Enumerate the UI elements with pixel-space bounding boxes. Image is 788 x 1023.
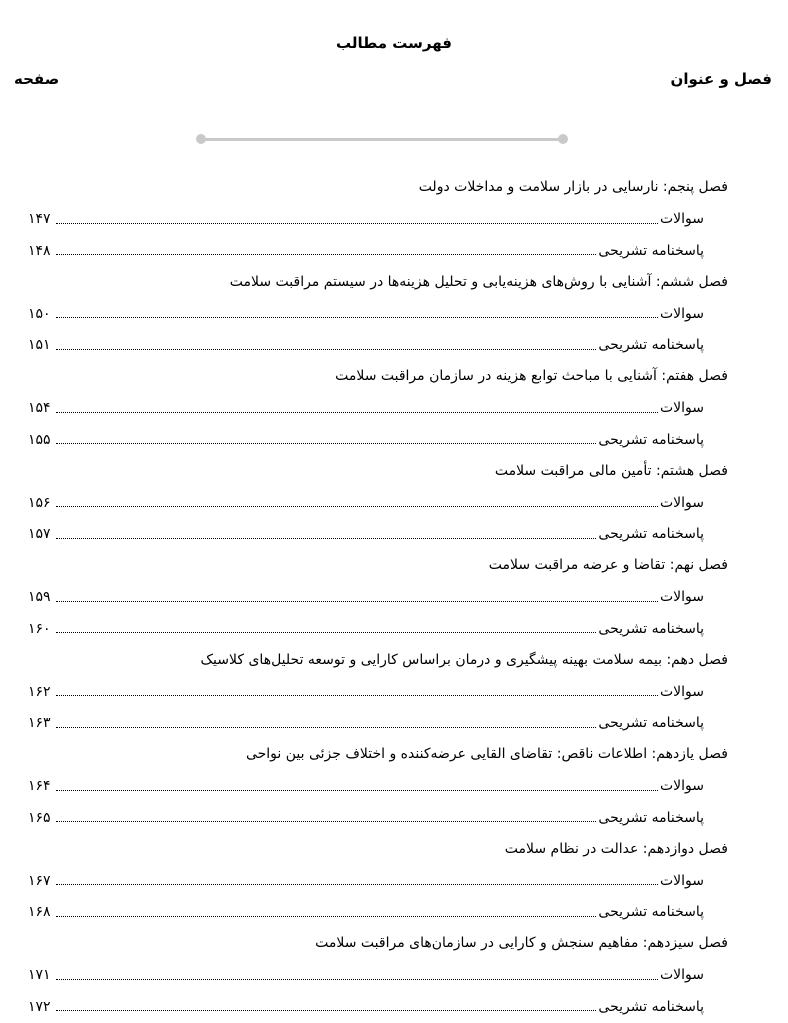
toc-entry-answers[interactable]	[0, 802, 788, 834]
dot-leader	[56, 412, 658, 413]
toc-chapter	[0, 361, 788, 456]
entry-label: پاسخنامه تشریحی	[598, 904, 704, 921]
toc-entry-questions[interactable]	[0, 676, 788, 708]
page-number: ۱۶۲	[28, 683, 51, 700]
dot-leader	[56, 538, 596, 539]
entry-label: پاسخنامه تشریحی	[598, 526, 704, 543]
toc-entry-answers[interactable]	[0, 897, 788, 929]
header-divider	[196, 134, 568, 144]
entry-label: پاسخنامه تشریحی	[598, 337, 704, 354]
chapter-title[interactable]: فصل دهم: بیمه سلامت بهینه پیشگیری و درمان براساس کارایی و توسعه تحلیل‌های کلاسیک	[200, 651, 728, 668]
toc-entry-questions[interactable]	[0, 960, 788, 992]
page-number: ۱۷۱	[28, 967, 51, 984]
chapter-title[interactable]: فصل دوازدهم: عدالت در نظام سلامت	[504, 840, 728, 857]
page-number: ۱۷۲	[28, 998, 51, 1015]
dot-leader	[56, 727, 596, 728]
toc-entry-questions[interactable]	[0, 865, 788, 897]
page-number: ۱۵۴	[28, 400, 51, 417]
dot-leader	[56, 317, 658, 318]
dot-leader	[56, 884, 658, 885]
page-number: ۱۶۰	[28, 620, 51, 637]
chapter-title[interactable]: فصل ششم: آشنایی با روش‌های هزینه‌یابی و تحلیل هزینه‌ها در سیستم مراقبت سلامت	[229, 273, 728, 290]
entry-label: سوالات	[659, 872, 704, 889]
toc-entry-answers[interactable]	[0, 424, 788, 456]
toc-chapter	[0, 550, 788, 645]
toc-chapter	[0, 645, 788, 740]
entry-label: سوالات	[659, 683, 704, 700]
toc-chapter	[0, 267, 788, 362]
page-number: ۱۵۷	[28, 526, 51, 543]
toc-entry-answers[interactable]	[0, 519, 788, 551]
toc-entry-questions[interactable]	[0, 582, 788, 614]
entry-label: پاسخنامه تشریحی	[598, 242, 704, 259]
toc-entry-answers[interactable]	[0, 708, 788, 740]
divider-bar	[200, 138, 564, 141]
toc-entry-questions[interactable]	[0, 298, 788, 330]
chapter-title[interactable]: فصل هفتم: آشنایی با مباحث توابع هزینه در سازمان مراقبت سلامت	[335, 368, 728, 384]
dot-leader	[56, 632, 596, 633]
toc-entry-answers[interactable]	[0, 991, 788, 1023]
page-number: ۱۵۵	[28, 431, 51, 448]
chapter-title[interactable]: فصل یازدهم: اطلاعات ناقص: تقاضای القایی عرضه‌کننده و اختلاف جزئی بین نواحی	[245, 746, 728, 762]
chapter-title[interactable]: فصل نهم: تقاضا و عرضه مراقبت سلامت	[488, 557, 728, 573]
toc-chapter	[0, 928, 788, 1023]
entry-label: سوالات	[659, 589, 704, 606]
dot-leader	[56, 506, 658, 507]
dot-leader	[56, 1010, 596, 1011]
dot-leader	[56, 443, 596, 444]
toc-entry-questions[interactable]	[0, 771, 788, 803]
toc-entry-answers[interactable]	[0, 235, 788, 267]
dot-leader	[56, 601, 658, 602]
dot-leader	[56, 695, 658, 696]
entry-label: سوالات	[659, 778, 704, 795]
page-number: ۱۶۳	[28, 715, 51, 732]
chapter-column-header: فصل و عنوان	[670, 70, 772, 88]
dot-leader	[56, 790, 658, 791]
toc-chapter	[0, 739, 788, 834]
entry-label: سوالات	[659, 400, 704, 417]
page-number: ۱۵۰	[28, 305, 51, 322]
toc-chapter	[0, 456, 788, 551]
dot-leader	[56, 349, 596, 350]
entry-label: پاسخنامه تشریحی	[598, 809, 704, 826]
chapter-title[interactable]: فصل هشتم: تأمین مالی مراقبت سلامت	[494, 462, 728, 479]
page-number: ۱۶۸	[28, 904, 51, 921]
toc-entry-answers[interactable]	[0, 613, 788, 645]
divider-dot-right	[558, 134, 568, 144]
toc-chapter	[0, 834, 788, 929]
entry-label: سوالات	[659, 494, 704, 511]
page-number: ۱۶۷	[28, 872, 51, 889]
page-number: ۱۶۵	[28, 809, 51, 826]
toc-list	[0, 172, 788, 1023]
page-number: ۱۵۶	[28, 494, 51, 511]
dot-leader	[56, 916, 596, 917]
chapter-title[interactable]: فصل پنجم: نارسایی در بازار سلامت و مداخلات دولت	[418, 179, 728, 195]
chapter-title[interactable]: فصل سیزدهم: مفاهیم سنجش و کارایی در سازمان‌های مراقبت سلامت	[315, 935, 728, 951]
page-number: ۱۶۴	[28, 778, 51, 795]
page-number: ۱۵۱	[28, 337, 51, 354]
page-number: ۱۴۷	[28, 211, 51, 228]
entry-label: پاسخنامه تشریحی	[598, 715, 704, 732]
entry-label: پاسخنامه تشریحی	[598, 431, 704, 448]
dot-leader	[56, 979, 658, 980]
toc-entry-questions[interactable]	[0, 204, 788, 236]
toc-entry-answers[interactable]	[0, 330, 788, 362]
dot-leader	[56, 223, 658, 224]
entry-label: سوالات	[659, 305, 704, 322]
page-column-header: صفحه	[14, 70, 60, 88]
dot-leader	[56, 254, 596, 255]
toc-chapter	[0, 172, 788, 267]
toc-entry-questions[interactable]	[0, 487, 788, 519]
entry-label: سوالات	[659, 211, 704, 228]
divider-dot-left	[196, 134, 206, 144]
page-title: فهرست مطالب	[336, 34, 452, 52]
entry-label: پاسخنامه تشریحی	[598, 998, 704, 1015]
entry-label: پاسخنامه تشریحی	[598, 620, 704, 637]
page-number: ۱۴۸	[28, 242, 51, 259]
dot-leader	[56, 821, 596, 822]
toc-entry-questions[interactable]	[0, 393, 788, 425]
page-number: ۱۵۹	[28, 589, 51, 606]
entry-label: سوالات	[659, 967, 704, 984]
